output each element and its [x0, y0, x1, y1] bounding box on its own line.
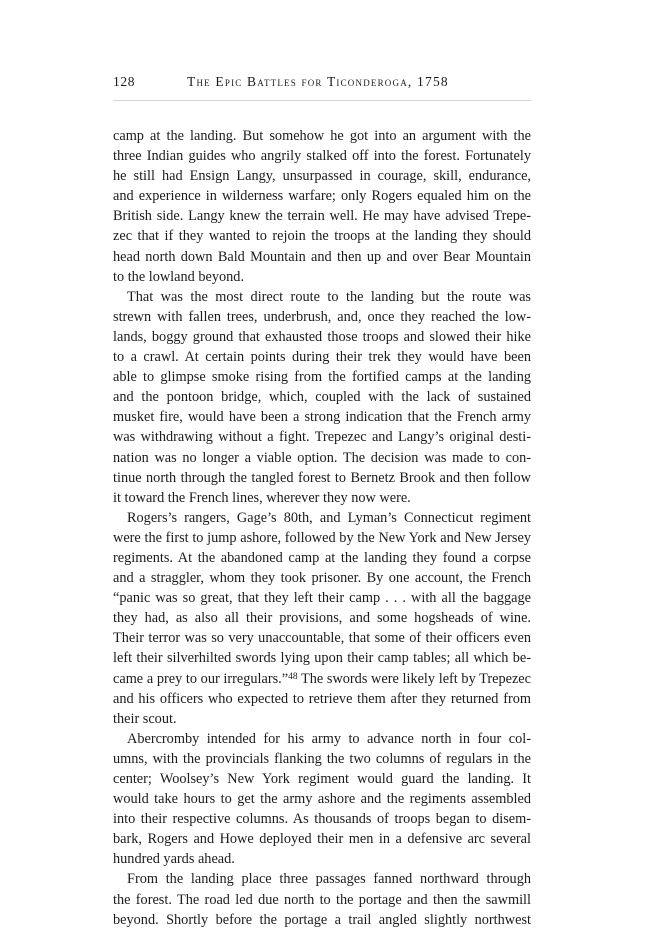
- text-line: to a crawl. At certain points during their trek they would have been: [113, 349, 531, 366]
- page-number: 128: [113, 74, 136, 89]
- text-line: nation was no longer a viable option. The decision was made to con-: [113, 449, 531, 466]
- text-line: left their silverhilted swords lying upon their camp tables; all which be-: [113, 650, 531, 667]
- text-line: Rogers’s rangers, Gage’s 80th, and Lyman’s Connecticut regiment: [127, 509, 531, 526]
- text-line: and experience in wilderness warfare; only Rogers equaled him on the: [113, 188, 531, 205]
- text-fragment: came a prey to our irregulars.”: [113, 670, 289, 687]
- text-line: able to glimpse smoke rising from the fortified camps at the landing: [113, 369, 531, 386]
- text-line: Abercromby intended for his army to advance north in four col-: [127, 730, 531, 747]
- paragraph-5: [113, 869, 531, 929]
- running-head: The Epic Battles for Ticonderoga, 1758: [187, 74, 449, 89]
- paragraph-1: [113, 126, 531, 287]
- text-line: their scout.: [113, 710, 177, 727]
- page-header: [113, 74, 531, 96]
- text-line: regiments. At the abandoned camp at the landing they found a corpse: [113, 549, 531, 566]
- text-line: into their respective columns. As thousands of troops began to disem-: [113, 811, 531, 828]
- body-text: [113, 126, 531, 930]
- text-fragment: The swords were likely left by Trepezec: [297, 670, 531, 687]
- text-line: hundred yards ahead.: [113, 851, 235, 868]
- text-line: umns, with the provincials flanking the two columns of regulars in the: [113, 750, 531, 767]
- text-line: and a straggler, whom they took prisoner. By one account, the French: [113, 570, 531, 587]
- text-line: he still had Ensign Langy, unsurpassed in courage, skill, endurance,: [113, 168, 531, 185]
- text-line: was withdrawing without a fight. Trepezec and Langy’s original desti-: [113, 429, 531, 446]
- paragraph-2: [113, 287, 531, 508]
- text-line: “panic was so great, that they left their camp . . . with all the baggage: [113, 590, 531, 607]
- text-line: British side. Langy knew the terrain well. He may have advised Trepe-: [113, 208, 531, 225]
- text-line: to the lowland beyond.: [113, 268, 245, 285]
- header-rule: [113, 100, 531, 101]
- text-line: head north down Bald Mountain and then up and over Bear Mountain: [113, 248, 531, 265]
- text-line: musket fire, would have been a strong indication that the French army: [113, 409, 531, 426]
- text-line: were the first to jump ashore, followed by the New York and New Jersey: [113, 529, 531, 546]
- text-line: tinue north through the tangled forest to Bernetz Brook and then follow: [113, 469, 531, 486]
- text-line: lands, boggy ground that exhausted those troops and slowed their hike: [113, 328, 531, 345]
- text-line: camp at the landing. But somehow he got into an argument with the: [113, 128, 531, 144]
- paragraph-3: [113, 508, 531, 729]
- text-line: Their terror was so very unaccountable, that some of their officers even: [113, 630, 531, 647]
- text-line: would take hours to get the army ashore and the regiments assembled: [113, 791, 531, 808]
- text-line: and the pontoon bridge, which, coupled with the lack of sustained: [113, 389, 531, 406]
- paragraph-4: [113, 729, 531, 870]
- text-line: strewn with fallen trees, underbrush, and, once they reached the low-: [113, 308, 531, 325]
- text-line: center; Woolsey’s New York regiment would guard the landing. It: [113, 771, 531, 787]
- text-line: From the landing place three passages fanned northward through: [127, 871, 531, 888]
- text-line: zec that if they wanted to rejoin the troops at the landing they should: [113, 228, 531, 245]
- text-line: That was the most direct route to the landing but the route was: [127, 288, 531, 305]
- text-line: three Indian guides who angrily stalked off into the forest. Fortunately: [113, 148, 531, 165]
- text-line: bark, Rogers and Howe deployed their men in a defensive arc several: [113, 831, 531, 848]
- text-line: [113, 669, 531, 689]
- text-line: and his officers who expected to retrieve them after they returned from: [113, 690, 531, 707]
- text-line: the forest. The road led due north to the portage and then the sawmill: [113, 891, 531, 908]
- footnote-reference: 48: [288, 671, 298, 682]
- text-line: they had, as also all their provisions, and some hogsheads of wine.: [113, 610, 531, 627]
- text-line: it toward the French lines, wherever they now were.: [113, 489, 411, 506]
- text-line: beyond. Shortly before the portage a trail angled slightly northwest: [113, 911, 531, 928]
